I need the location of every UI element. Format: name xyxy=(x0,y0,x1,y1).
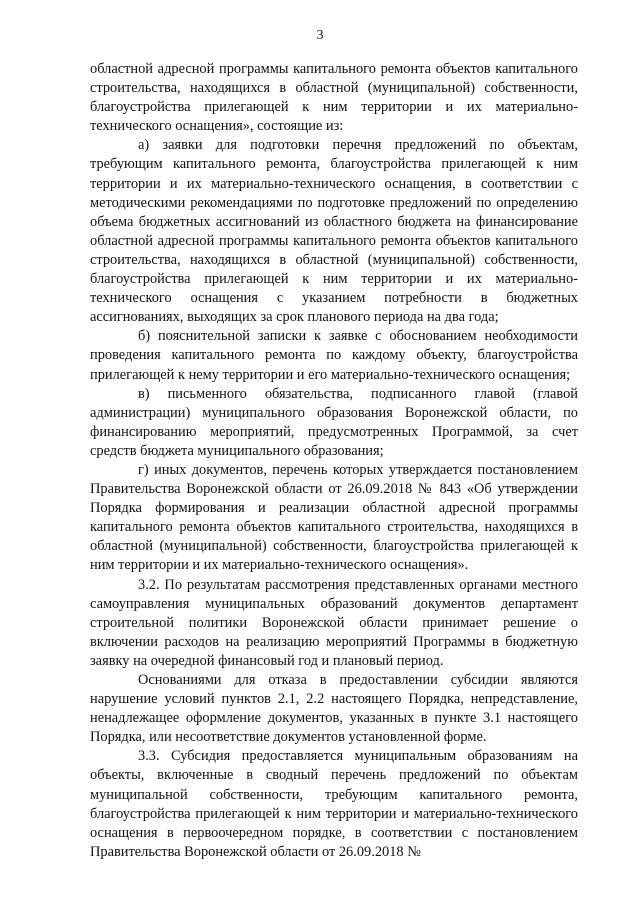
document-body xyxy=(90,60,578,862)
paragraph-intro-continuation: областной адресной программы капитального ремонта объектов капитального строительства, находящихся в областной (муниципальной) собственности, благоустройства прилегающей к ним территории и их материально-технического оснащения», состоящие из: xyxy=(90,61,578,135)
paragraph-3-3: 3.3. Субсидия предоставляется муниципальным образованиям на объекты, включенные в сводный перечень предложений по объектам муниципальной собственности, требующим капитального ремонта, благоустройства прилегающей к ним территории и материально-технического оснащения в первоочередном порядке, в соответствии с постановлением Правительства Воронежской области от 26.09.2018 № xyxy=(90,748,578,860)
paragraph-item-v: в) письменного обязательства, подписанного главой (главой администрации) муниципального образования Воронежской области, по финансированию мероприятий, предусмотренных Программой, за счет средств бюджета муниципального образования; xyxy=(90,385,578,459)
paragraph-3-2: 3.2. По результатам рассмотрения представленных органами местного самоуправления муниципальных образований документов департамент строительной политики Воронежской области принимает решение о включении расходов на реализацию мероприятий Программы в бюджетную заявку на очередной финансовый год и плановый период. xyxy=(90,576,578,669)
paragraph-item-g: г) иных документов, перечень которых утверждается постановлением Правительства Воронежской области от 26.09.2018 № 843 «Об утверждении Порядка формирования и реализации областной адресной программы капитального ремонта объектов капитального строительства, находящихся в областной (муниципальной) собственности, благоустройства прилегающей к ним территории и их материально-технического оснащения». xyxy=(90,461,578,574)
page-number: 3 xyxy=(316,28,324,43)
paragraph-item-a: а) заявки для подготовки перечня предложений по объектам, требующим капитального ремонта, благоустройства прилегающей к ним территории и их материально-технического оснащения, в соответствии с методическими рекомендациями по подготовке предложений по определению объема бюджетных ассигнований из областного бюджета на финансирование областной адресной программы капитального ремонта объектов капитального строительства, находящихся в областной (муниципальной) собственности, благоустройства прилегающей к ним территории и их материально-технического оснащения с указанием потребности в бюджетных ассигнованиях, выходящих за срок планового периода на два года; xyxy=(90,137,578,326)
paragraph-item-b: б) пояснительной записки к заявке с обоснованием необходимости проведения капитального ремонта по каждому объекту, благоустройства прилегающей к нему территории и его материально-технического оснащения; xyxy=(90,328,578,383)
paragraph-refusal-grounds: Основаниями для отказа в предоставлении субсидии являются нарушение условий пунктов 2.1, 2.2 настоящего Порядка, непредставление, ненадлежащее оформление документов, указанных в пункте 3.1 настоящего Порядка, или несоответствие документов установленной форме. xyxy=(90,672,578,746)
